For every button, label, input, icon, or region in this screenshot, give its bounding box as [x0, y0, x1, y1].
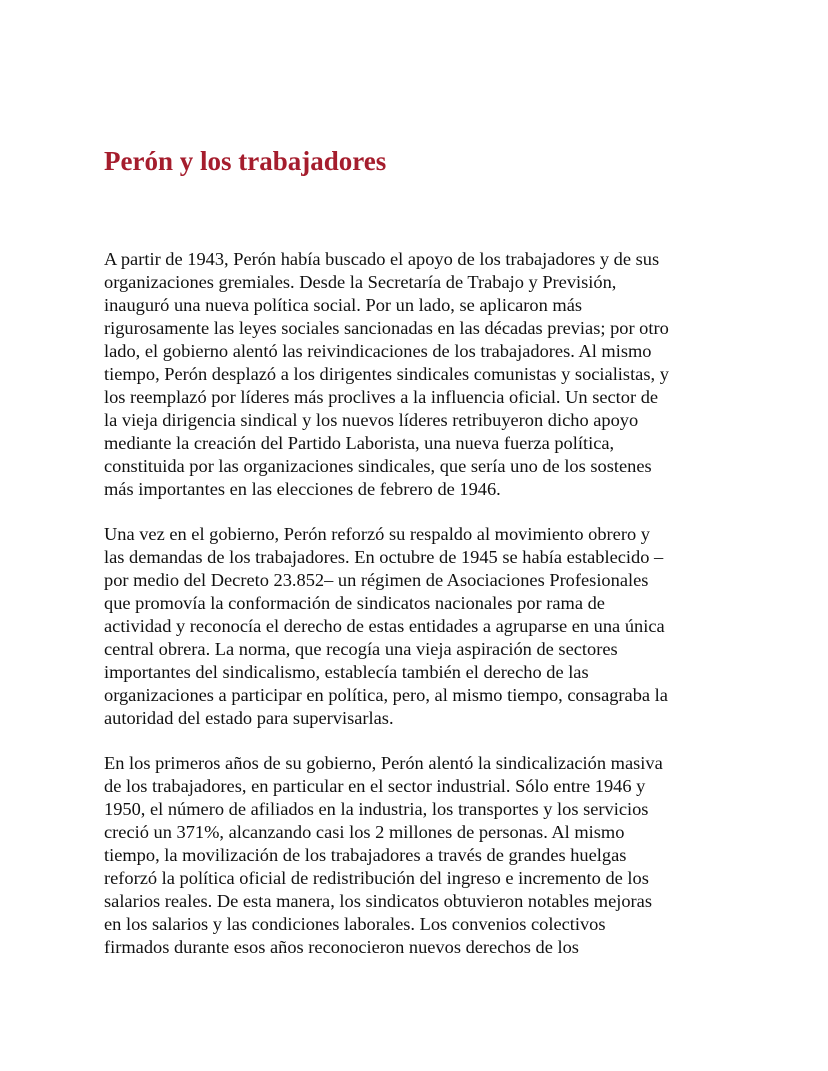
text-line: mediante la creación del Partido Laborista, una nueva fuerza política, [104, 433, 615, 453]
page-title: Perón y los trabajadores [104, 146, 387, 176]
text-line: firmados durante esos años reconocieron nuevos derechos de los [104, 937, 579, 957]
text-line: autoridad del estado para supervisarlas. [104, 708, 394, 728]
text-line: tiempo, la movilización de los trabajadores a través de grandes huelgas [104, 845, 627, 865]
text-line: en los salarios y las condiciones laborales. Los convenios colectivos [104, 914, 606, 934]
text-line: actividad y reconocía el derecho de estas entidades a agruparse en una única [104, 616, 665, 636]
text-line: más importantes en las elecciones de febrero de 1946. [104, 479, 501, 499]
text-line: que promovía la conformación de sindicatos nacionales por rama de [104, 593, 605, 613]
text-line: lado, el gobierno alentó las reivindicaciones de los trabajadores. Al mismo [104, 341, 652, 361]
text-line: de los trabajadores, en particular en el sector industrial. Sólo entre 1946 y [104, 776, 646, 796]
text-line: Una vez en el gobierno, Perón reforzó su respaldo al movimiento obrero y [104, 524, 650, 544]
text-line: reforzó la política oficial de redistribución del ingreso e incremento de los [104, 868, 649, 888]
text-line: importantes del sindicalismo, establecía también el derecho de las [104, 662, 589, 682]
text-line: central obrera. La norma, que recogía una vieja aspiración de sectores [104, 639, 618, 659]
text-line: organizaciones gremiales. Desde la Secretaría de Trabajo y Previsión, [104, 272, 617, 292]
text-line: las demandas de los trabajadores. En octubre de 1945 se había establecido – [104, 547, 664, 567]
text-line: los reemplazó por líderes más proclives a la influencia oficial. Un sector de [104, 387, 659, 407]
text-line: constituida por las organizaciones sindicales, que sería uno de los sostenes [104, 456, 652, 476]
text-line: En los primeros años de su gobierno, Perón alentó la sindicalización masiva [104, 753, 663, 773]
text-line: rigurosamente las leyes sociales sancionadas en las décadas previas; por otro [104, 318, 669, 338]
text-line: 1950, el número de afiliados en la industria, los transportes y los servicios [104, 799, 649, 819]
text-line: A partir de 1943, Perón había buscado el apoyo de los trabajadores y de sus [104, 249, 660, 269]
paragraph-1 [104, 248, 734, 501]
text-line: inauguró una nueva política social. Por un lado, se aplicaron más [104, 295, 583, 315]
text-line: tiempo, Perón desplazó a los dirigentes sindicales comunistas y socialistas, y [104, 364, 669, 384]
document-body [104, 248, 734, 981]
paragraph-2 [104, 523, 734, 730]
paragraph-3 [104, 752, 734, 959]
text-line: la vieja dirigencia sindical y los nuevos líderes retribuyeron dicho apoyo [104, 410, 639, 430]
text-line: por medio del Decreto 23.852– un régimen de Asociaciones Profesionales [104, 570, 649, 590]
text-line: organizaciones a participar en política, pero, al mismo tiempo, consagraba la [104, 685, 668, 705]
text-line: creció un 371%, alcanzando casi los 2 millones de personas. Al mismo [104, 822, 625, 842]
text-line: salarios reales. De esta manera, los sindicatos obtuvieron notables mejoras [104, 891, 652, 911]
